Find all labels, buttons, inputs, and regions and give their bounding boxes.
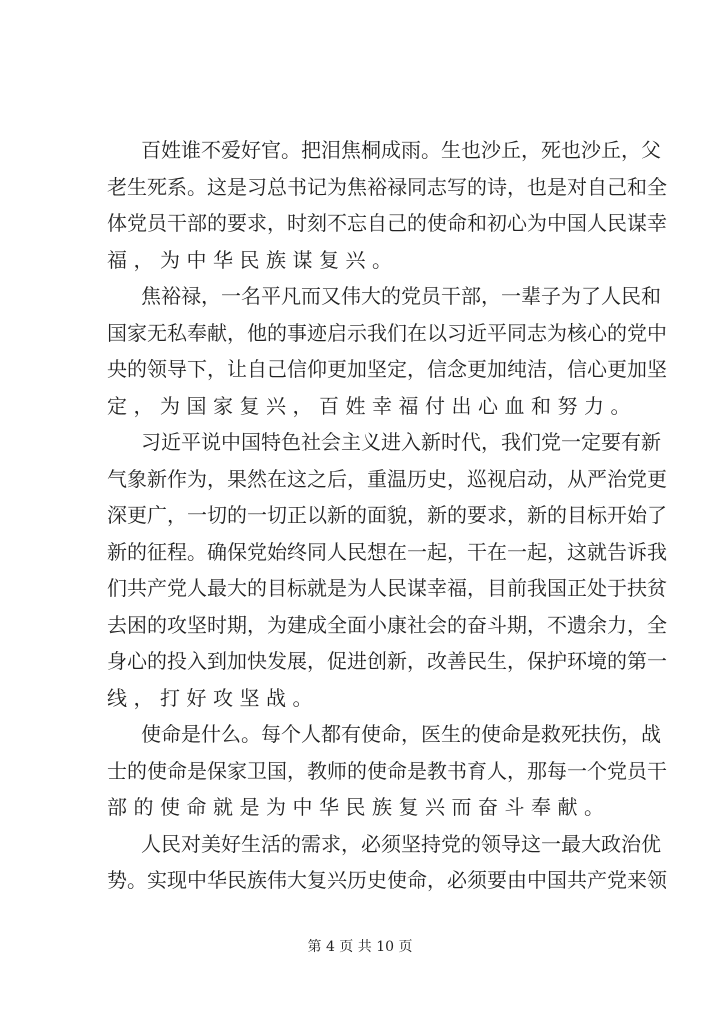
- paragraph: [107, 716, 667, 826]
- text-line: 身心的投入到加快发展，促进创新，改善民生，保护环境的第一: [107, 649, 667, 673]
- paragraph: [107, 278, 667, 424]
- text-line: 线，打好攻坚战。: [107, 685, 319, 710]
- text-line: 势。实现中华民族伟大复兴历史使命，必须要由中国共产党来领: [107, 868, 667, 892]
- text-line: 老生死系。这是习总书记为焦裕禄同志写的诗，也是对自己和全: [107, 174, 667, 199]
- text-line: 新的征程。确保党始终同人民想在一起，干在一起，这就告诉我: [107, 539, 667, 564]
- document-body: [107, 132, 667, 899]
- text-line: 体党员干部的要求，时刻不忘自己的使命和初心为中国人民谋幸: [107, 211, 667, 235]
- text-line: 习近平说中国特色社会主义进入新时代，我们党一定要有新: [141, 430, 661, 454]
- text-line: 人民对美好生活的需求，必须坚持党的领导这一最大政治优: [141, 831, 661, 856]
- text-line: 国家无私奉献，他的事迹启示我们在以习近平同志为核心的党中: [107, 320, 667, 345]
- text-line: 气象新作为，果然在这之后，重温历史，巡视启动，从严治党更: [107, 466, 667, 491]
- text-line: 们共产党人最大的目标就是为人民谋幸福，目前我国正处于扶贫: [107, 576, 667, 600]
- text-line: 福，为中华民族谋复兴。: [107, 247, 399, 272]
- text-line: 深更广，一切的一切正以新的面貌，新的要求，新的目标开始了: [107, 503, 667, 527]
- text-line: 焦裕禄，一名平凡而又伟大的党员干部，一辈子为了人民和: [141, 284, 661, 308]
- page-number-footer: 第 4 页 共 10 页: [307, 939, 413, 955]
- paragraph: [107, 132, 667, 278]
- paragraph: [107, 424, 667, 716]
- text-line: 使命是什么。每个人都有使命，医生的使命是救死扶伤，战: [141, 722, 661, 746]
- text-line: 部的使命就是为中华民族复兴而奋斗奉献。: [107, 795, 611, 819]
- text-line: 士的使命是保家卫国，教师的使命是教书育人，那每一个党员干: [107, 758, 667, 783]
- text-line: 定，为国家复兴，百姓幸福付出心血和努力。: [107, 393, 637, 418]
- text-line: 央的领导下，让自己信仰更加坚定，信念更加纯洁，信心更加坚: [107, 357, 667, 381]
- text-line: 百姓谁不爱好官。把泪焦桐成雨。生也沙丘，死也沙丘，父: [141, 138, 661, 162]
- paragraph: [107, 826, 667, 899]
- text-line: 去困的攻坚时期，为建成全面小康社会的奋斗期，不遗余力，全: [107, 612, 667, 637]
